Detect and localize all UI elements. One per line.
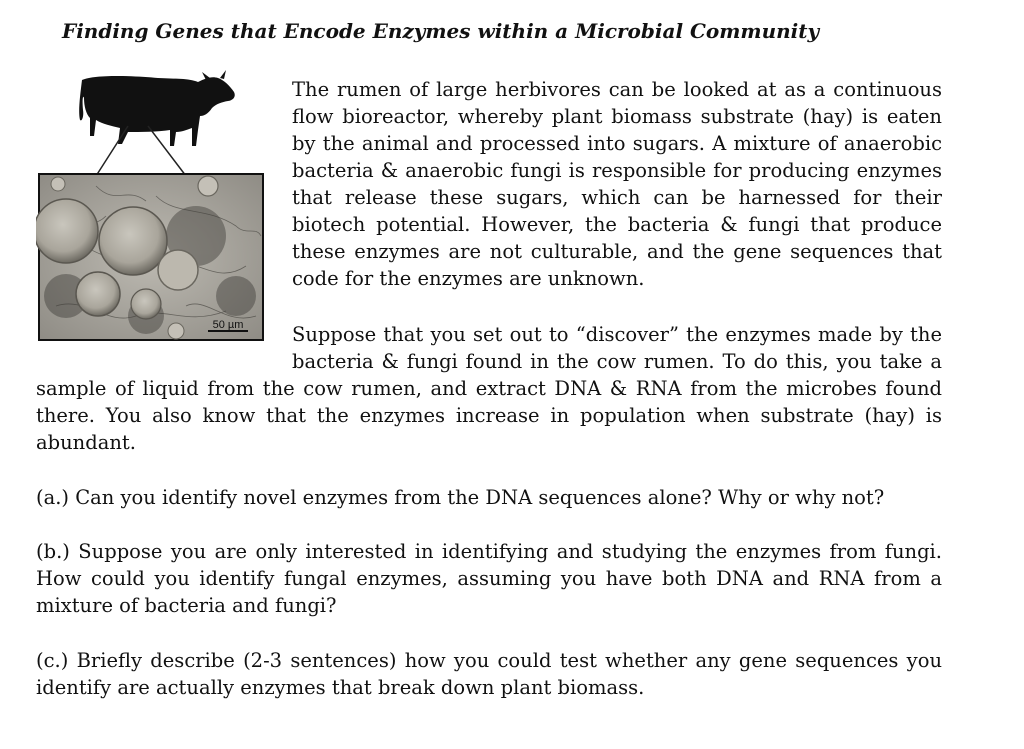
- scenario-paragraph-end: sample of liquid from the cow rumen, and extract DNA & RNA from the microbes found there. You also know that the enzymes increase in population when substrate (hay) is abundant.: [36, 377, 942, 454]
- question-b: (b.) Suppose you are only interested in identifying and studying the enzymes from fungi. How could you identify fungal enzymes, assuming you have both DNA and RNA from a mixture of bacteria and fungi?: [36, 540, 942, 617]
- scale-bar-label: 50 µm: [212, 319, 244, 331]
- intro-paragraph: The rumen of large herbivores can be looked at as a continuous flow bioreactor, whereby plant biomass substrate (hay) is eaten by the animal and processed into sugars. A mixture of anaerobic bacteria & anaerobic fungi is responsible for producing enzymes that release these sugars, which can be harnessed for their biotech potential. However, the bacteria & fungi that produce these enzymes are not culturable, and the gene sequences that code for the enzymes are unknown.: [292, 78, 942, 290]
- cow-silhouette-icon: [79, 70, 235, 146]
- rumen-figure-graphic: [36, 66, 268, 344]
- micrograph-image: [36, 174, 263, 340]
- page-title: Finding Genes that Encode Enzymes within a Microbial Community: [62, 19, 820, 43]
- question-a: (a.) Can you identify novel enzymes from the DNA sequences alone? Why or why not?: [36, 486, 885, 509]
- scenario-paragraph-start: Suppose that you set out to “discover” the enzymes made by the bacteria & fungi found in the cow rumen. To do this, you take a: [292, 323, 942, 373]
- rumen-figure: [36, 66, 268, 344]
- question-c: (c.) Briefly describe (2-3 sentences) how you could test whether any gene sequences you identify are actually enzymes that break down plant biomass.: [36, 649, 942, 699]
